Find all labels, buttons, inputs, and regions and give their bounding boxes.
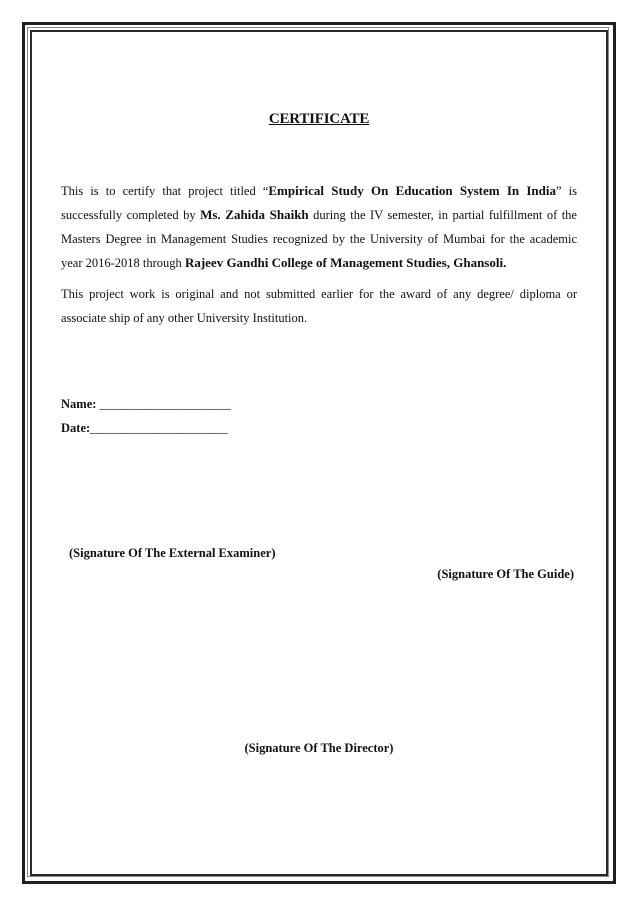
signature-guide: (Signature Of The Guide) xyxy=(437,567,574,581)
para1-text-3: during the IV semester, in partial fulfillment of the Masters Degree in Management Studies recognized by the University of Mumbai for the academic year 2016-2018 through xyxy=(61,208,577,270)
name-field xyxy=(61,397,231,412)
certification-paragraph xyxy=(61,179,577,275)
student-name: Ms. Zahida Shaikh xyxy=(200,207,309,222)
date-label: Date: xyxy=(61,421,91,435)
date-field xyxy=(61,421,228,436)
signature-external-examiner: (Signature Of The External Examiner) xyxy=(69,546,276,560)
project-title: Empirical Study On Education System In India xyxy=(268,183,556,198)
date-blank-line: ______________________ xyxy=(90,421,228,435)
para1-text-1: This is to certify that project titled “ xyxy=(61,184,269,198)
name-label: Name: xyxy=(61,397,97,411)
name-blank-line: _____________________ xyxy=(99,397,231,411)
certificate-title: CERTIFICATE xyxy=(268,111,370,127)
college-name: Rajeev Gandhi College of Management Studies, Ghansoli. xyxy=(184,255,507,270)
para1-text-2: ” is successfully completed by xyxy=(61,184,577,222)
originality-paragraph: This project work is original and not submitted earlier for the award of any degree/ diploma or associate ship of any other University Institution. xyxy=(61,287,577,325)
signature-director: (Signature Of The Director) xyxy=(244,741,394,755)
